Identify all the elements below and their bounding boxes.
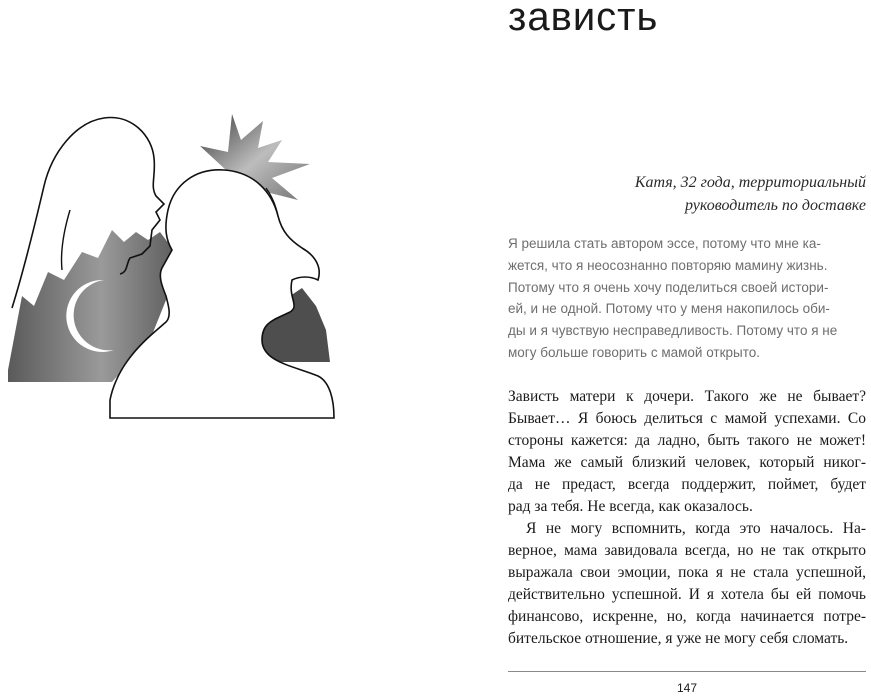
intro-line: жется, что я неосознанно повторяю мамину жизнь. — [508, 258, 828, 273]
intro-line: могу больше говорить с мамой открыто. — [508, 345, 761, 360]
author-byline-line-2: руководитель по доставке — [685, 197, 866, 214]
body-line: Бывает… Я боюсь делиться с мамой успехами. Со — [508, 410, 866, 427]
intro-line: ей, и не одной. Потому что у меня накопилось оби- — [508, 301, 830, 316]
body-line: да не предаст, всегда поддержит, поймет, будет — [508, 476, 866, 493]
body-line: верное, мама завидовала всегда, но не так открыто — [508, 542, 866, 559]
body-line: действительно успешной. И я хотела бы ей помочь — [508, 586, 866, 603]
body-line: выражала свои эмоции, пока я не стала успешной, — [508, 564, 866, 581]
body-line: рад за тебя. Не всегда, как оказалось. — [508, 498, 753, 515]
intro-line: Потому что я очень хочу поделиться своей истори- — [508, 280, 829, 295]
body-line: Мама же самый близкий человек, который никог- — [508, 454, 866, 471]
footer-rule — [508, 671, 866, 672]
body-line: Зависть матери к дочери. Такого же не бывает? — [508, 388, 866, 405]
intro-line: ды и я чувствую несправедливость. Потому что я не — [508, 323, 838, 338]
body-line: бительское отношение, я уже не могу себя сломать. — [508, 630, 849, 647]
body-line: Я не могу вспомнить, когда это началось. На- — [526, 520, 866, 537]
author-byline-line-1: Катя, 32 года, территориальный — [634, 174, 866, 191]
illustration — [0, 100, 340, 420]
chapter-title: зависть — [508, 0, 659, 39]
page-number: 147 — [676, 681, 698, 695]
body-line: стороны кажется: да ладно, быть такого не может! — [508, 432, 866, 449]
body-line: финансово, искренне, но, когда начинается потре- — [508, 608, 866, 625]
intro-line: Я решила стать автором эссе, потому что мне ка- — [508, 236, 821, 251]
